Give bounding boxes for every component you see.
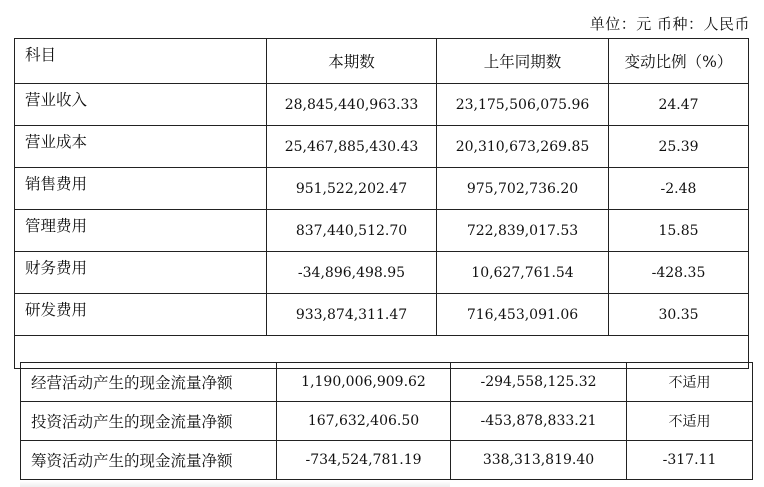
prior-value: 23,175,506,075.96 (437, 84, 609, 126)
table-row (15, 294, 749, 336)
header-prior-period: 上年同期数 (437, 39, 609, 84)
current-value: 1,190,006,909.62 (277, 363, 451, 402)
table-row (15, 210, 749, 252)
row-item: 经营活动产生的现金流量净额 (21, 363, 277, 402)
header-change-ratio: 变动比例（%） (609, 39, 749, 84)
change-value: 15.85 (609, 210, 749, 252)
table-row (21, 441, 753, 480)
row-item: 管理费用 (15, 210, 267, 252)
prior-value: 10,627,761.54 (437, 252, 609, 294)
prior-value: 20,310,673,269.85 (437, 126, 609, 168)
row-item: 销售费用 (15, 168, 267, 210)
change-value: 不适用 (627, 363, 753, 402)
change-value: -317.11 (627, 441, 753, 480)
change-value: 25.39 (609, 126, 749, 168)
row-item: 营业成本 (15, 126, 267, 168)
table-row (21, 363, 753, 402)
table-row (15, 168, 749, 210)
change-value: 不适用 (627, 402, 753, 441)
prior-value: 722,839,017.53 (437, 210, 609, 252)
row-item: 筹资活动产生的现金流量净额 (21, 441, 277, 480)
current-value: 933,874,311.47 (267, 294, 437, 336)
row-item: 营业收入 (15, 84, 267, 126)
table-row (21, 402, 753, 441)
current-value: -734,524,781.19 (277, 441, 451, 480)
current-value: -34,896,498.95 (267, 252, 437, 294)
prior-value: -453,878,833.21 (451, 402, 627, 441)
current-value: 28,845,440,963.33 (267, 84, 437, 126)
table-row (15, 126, 749, 168)
table-header-row (15, 39, 749, 84)
change-value: 24.47 (609, 84, 749, 126)
row-item: 研发费用 (15, 294, 267, 336)
income-statement-table (14, 38, 749, 369)
prior-value: 338,313,819.40 (451, 441, 627, 480)
cash-flow-table (20, 362, 753, 480)
prior-value: 716,453,091.06 (437, 294, 609, 336)
prior-value: -294,558,125.32 (451, 363, 627, 402)
current-value: 25,467,885,430.43 (267, 126, 437, 168)
header-current-period: 本期数 (267, 39, 437, 84)
unit-currency-line: 单位：元 币种：人民币 (589, 15, 750, 33)
cropped-text-edge (20, 481, 450, 487)
table-row (15, 84, 749, 126)
current-value: 951,522,202.47 (267, 168, 437, 210)
row-item: 财务费用 (15, 252, 267, 294)
current-value: 167,632,406.50 (277, 402, 451, 441)
table-row (15, 252, 749, 294)
prior-value: 975,702,736.20 (437, 168, 609, 210)
change-value: -428.35 (609, 252, 749, 294)
current-value: 837,440,512.70 (267, 210, 437, 252)
header-item: 科目 (15, 39, 267, 84)
row-item: 投资活动产生的现金流量净额 (21, 402, 277, 441)
change-value: 30.35 (609, 294, 749, 336)
change-value: -2.48 (609, 168, 749, 210)
